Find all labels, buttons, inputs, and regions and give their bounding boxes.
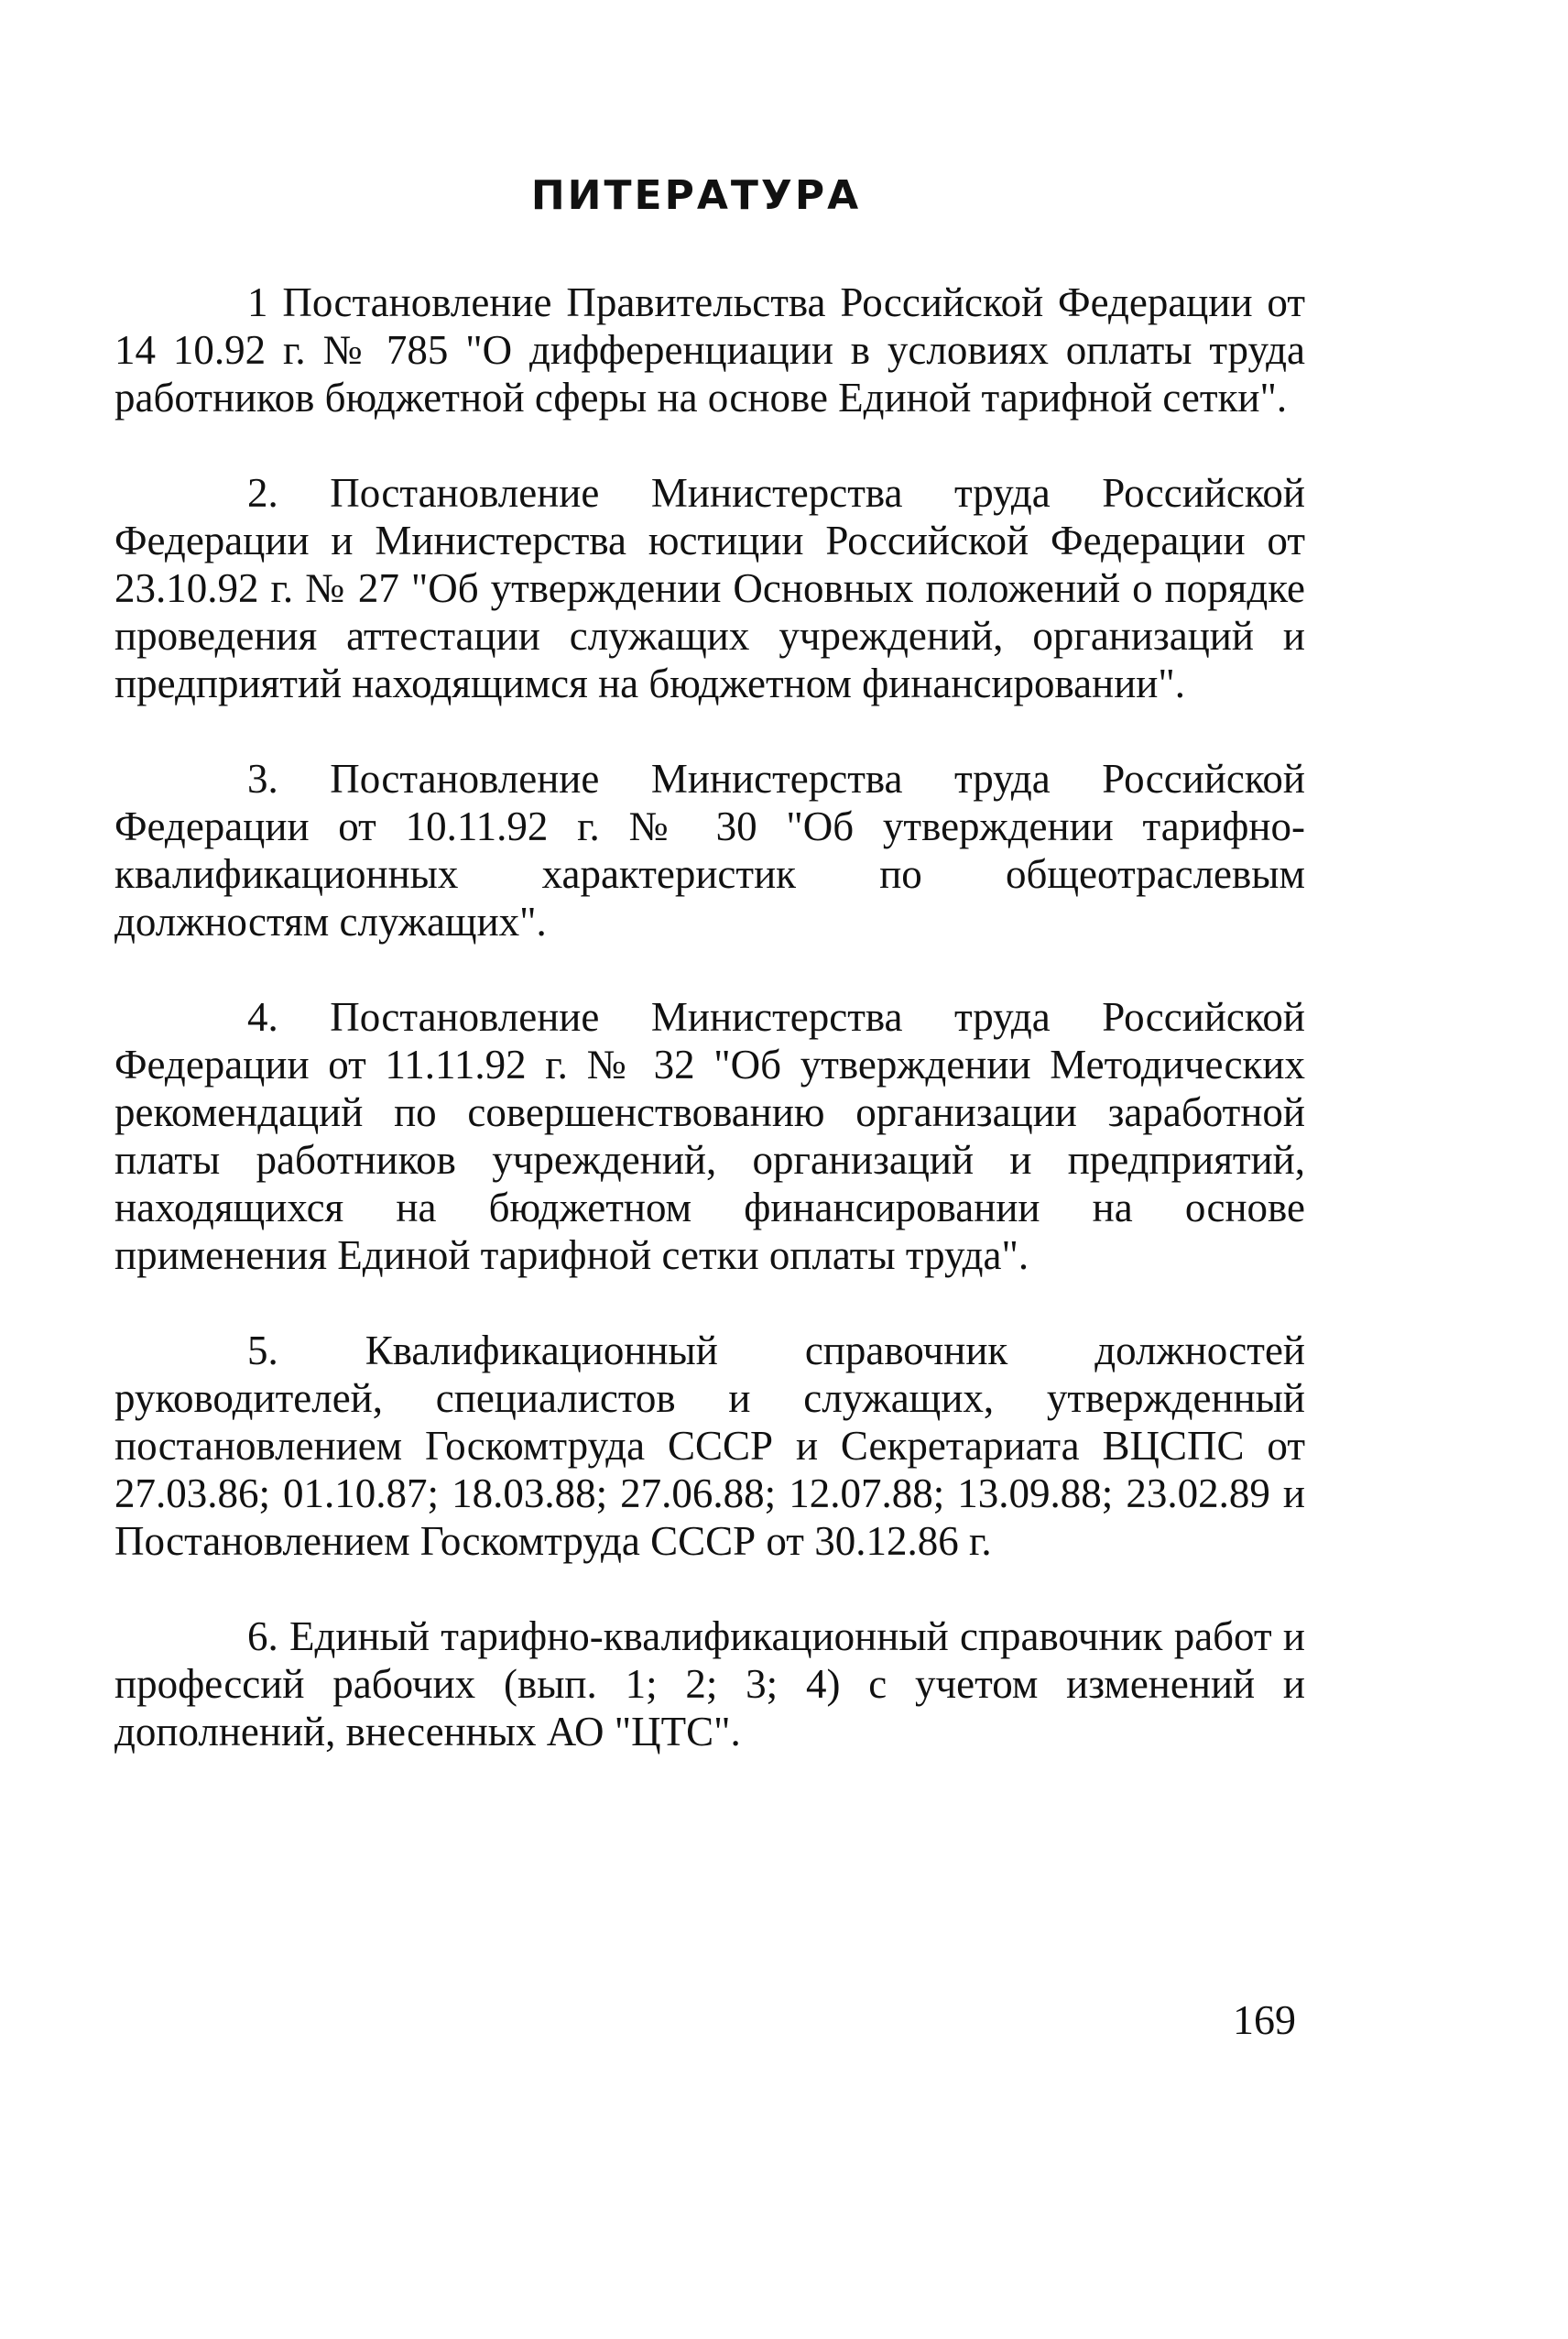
reference-text: Постановление Министерства труда Российской Федерации от 10.11.92 г. № 30 "Об утверждении тарифно-квалификационных характеристик по общеотраслевым должностям служащих". xyxy=(114,756,1305,945)
reference-number: 5. xyxy=(247,1328,278,1373)
reference-number: 1 xyxy=(247,279,268,325)
reference-item-1 xyxy=(114,279,1305,421)
reference-text: Единый тарифно-квалификационный справочник работ и профессий рабочих (вып. 1; 2; 3; 4) с учетом изменений и дополнений, внесенных АО "ЦТС". xyxy=(114,1613,1306,1754)
reference-number: 6. xyxy=(247,1613,278,1659)
reference-item-3 xyxy=(114,755,1305,945)
reference-item-2 xyxy=(114,469,1305,707)
reference-item-5 xyxy=(114,1327,1305,1565)
reference-text: Постановление Министерства труда Российской Федерации от 11.11.92 г. № 32 "Об утверждении Методических рекомендаций по совершенствованию организации заработной платы работников учреждений, организаций и предприятий, находящихся на бюджетном финансировании на основе применения Единой тарифной сетки оплаты труда". xyxy=(114,994,1305,1278)
reference-number: 4. xyxy=(247,994,278,1040)
reference-number: 2. xyxy=(247,470,278,516)
page-number: 169 xyxy=(1233,1996,1296,2043)
reference-item-6 xyxy=(114,1612,1305,1755)
section-heading: ПИТЕРАТУРА xyxy=(530,172,862,219)
reference-text: Постановление Правительства Российской Федерации от 14 10.92 г. № 785 "О дифференциации в условиях оплаты труда работников бюджетной сферы на основе Единой тарифной сетки". xyxy=(114,279,1305,421)
reference-text: Квалификационный справочник должностей руководителей, специалистов и служащих, утвержденный постановлением Госкомтруда СССР и Секретариата ВЦСПС от 27.03.86; 01.10.87; 18.03.88; 27.06.88; 12.07.88; 13.09.88; 23.02.89 и Постановлением Госкомтруда СССР от 30.12.86 г. xyxy=(114,1328,1306,1564)
reference-text: Постановление Министерства труда Российской Федерации и Министерства юстиции Российской Федерации от 23.10.92 г. № 27 "Об утверждении Основных положений о порядке проведения аттестации служащих учреждений, организаций и предприятий находящимся на бюджетном финансировании". xyxy=(114,470,1305,706)
reference-number: 3. xyxy=(247,756,278,802)
reference-list xyxy=(114,279,1305,1803)
reference-item-4 xyxy=(114,993,1305,1279)
